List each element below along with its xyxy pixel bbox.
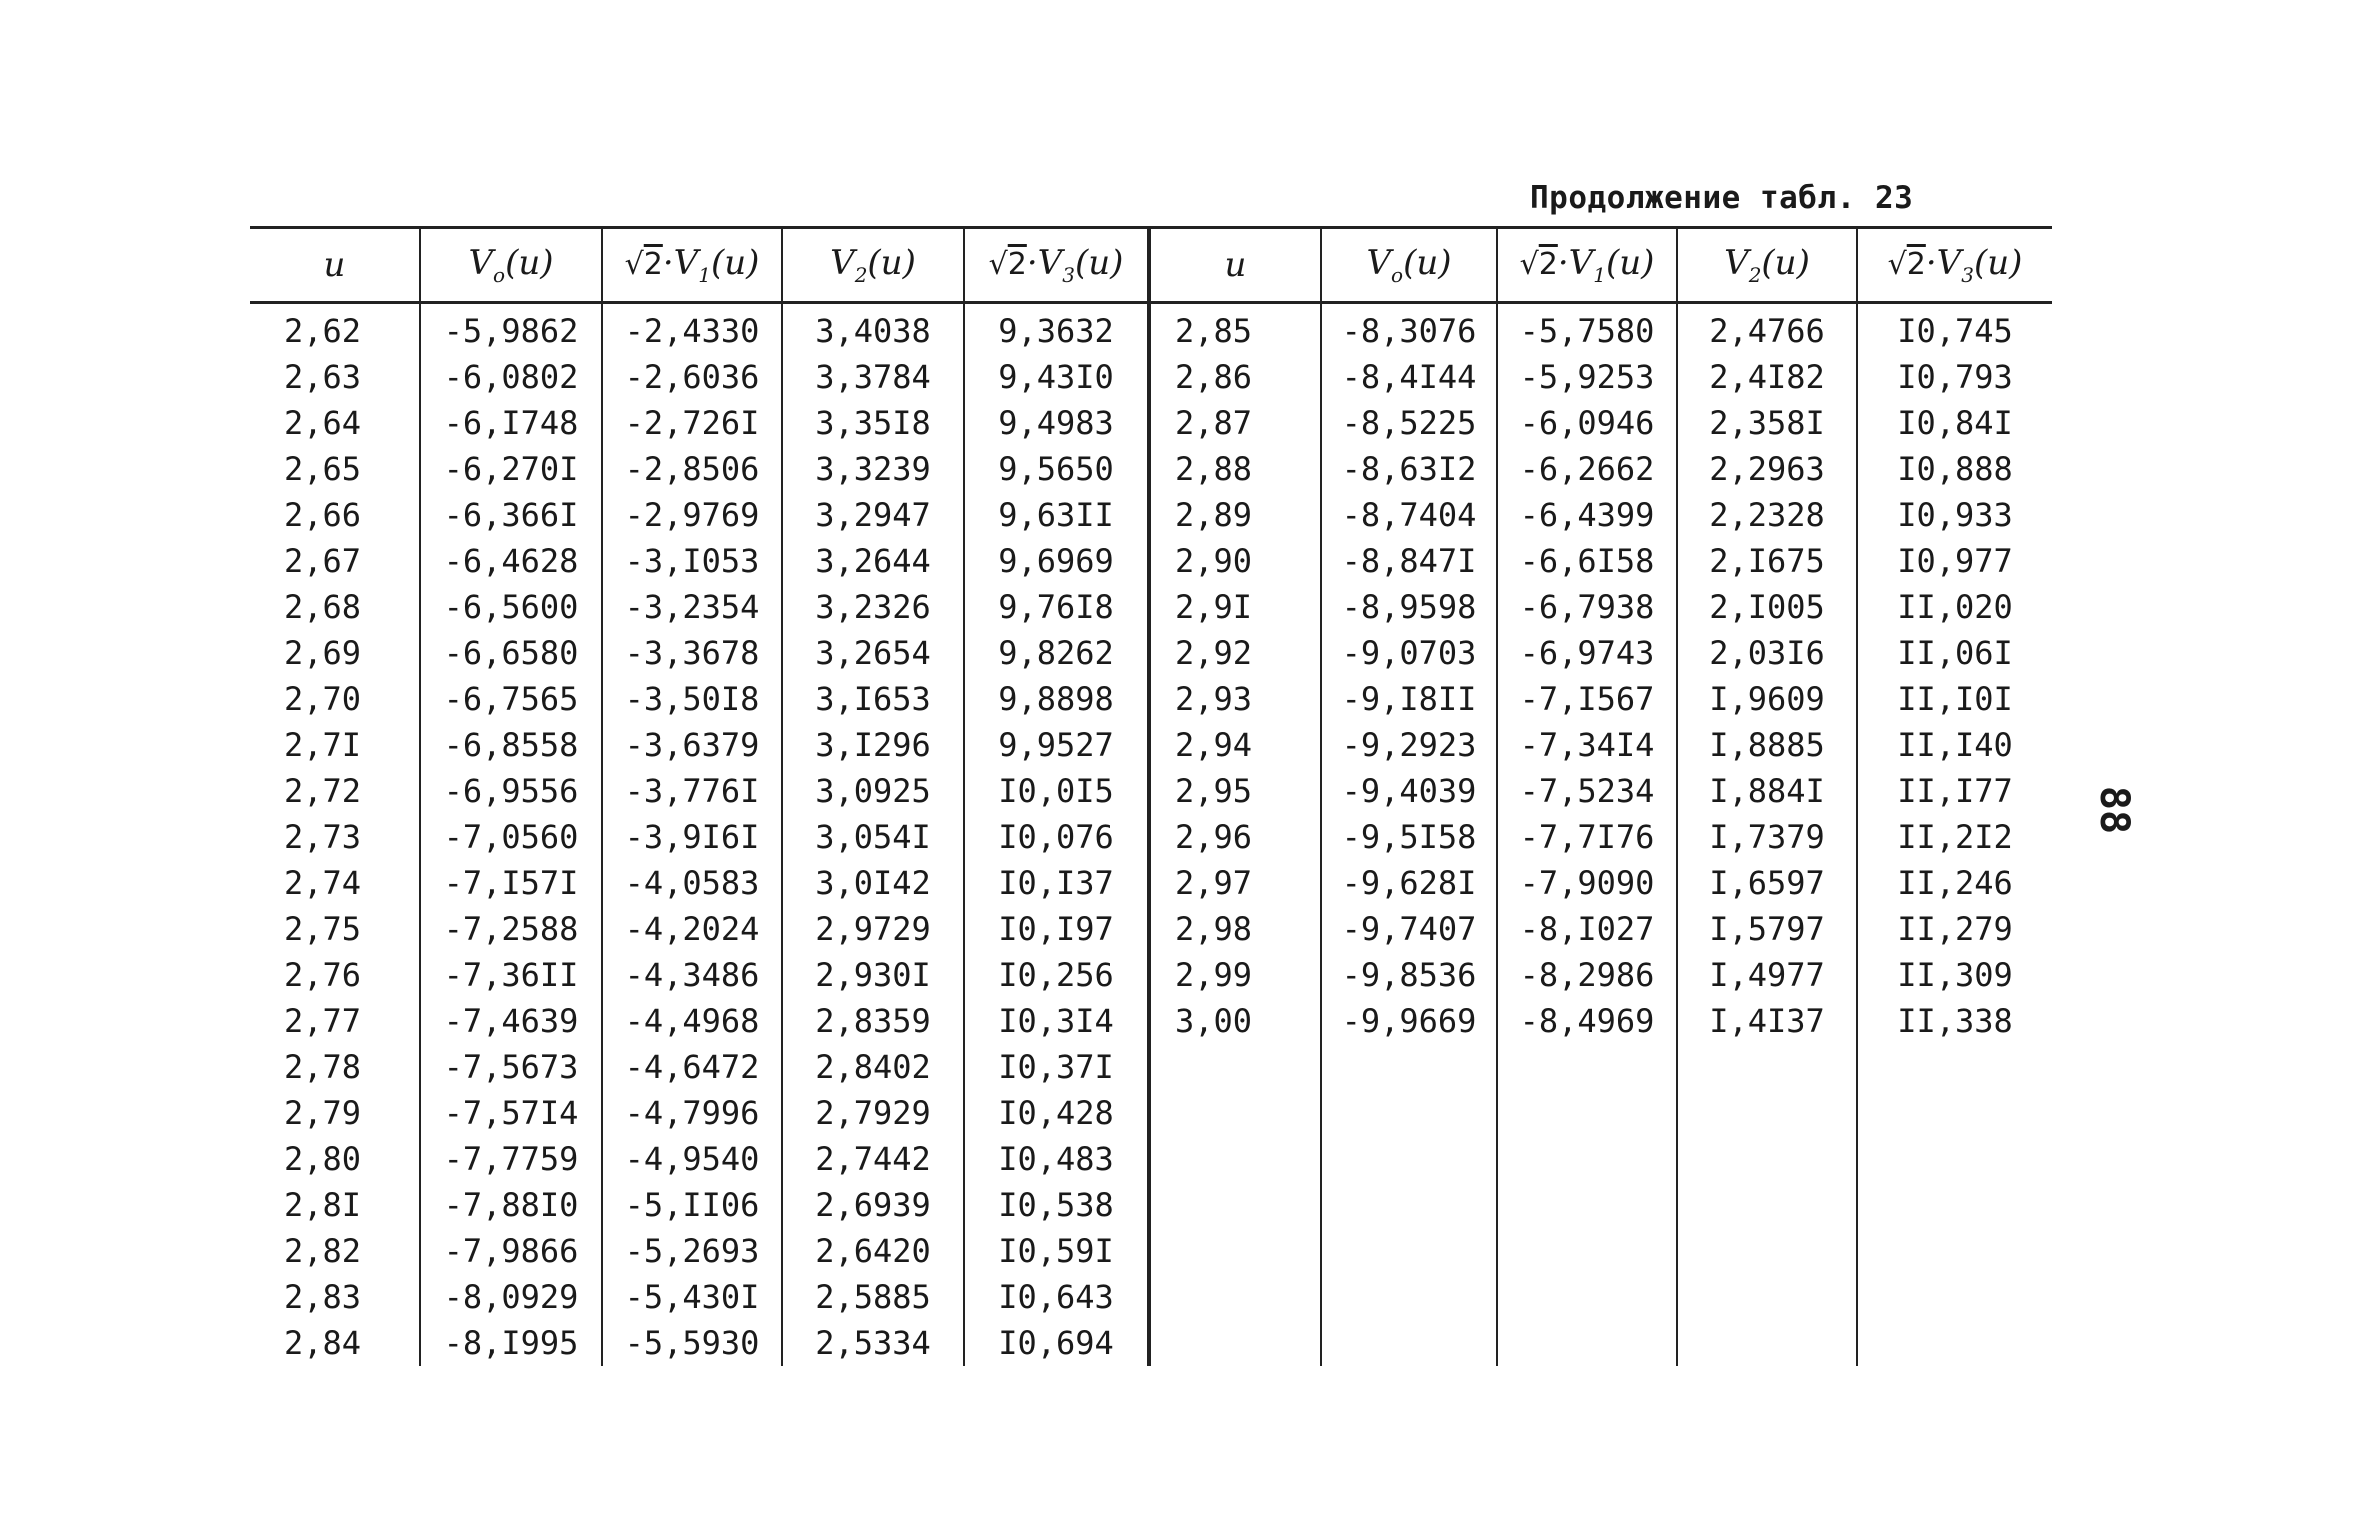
right-cell-v3 — [1857, 1090, 2052, 1136]
right-cell-v1: -6,4399 — [1497, 492, 1677, 538]
left-cell-v3: I0,I37 — [964, 860, 1149, 906]
right-cell-u: 2,88 — [1149, 446, 1321, 492]
right-cell-v3: II,I77 — [1857, 768, 2052, 814]
right-cell-v0 — [1321, 1044, 1497, 1090]
left-cell-v2: 2,5334 — [782, 1320, 964, 1366]
left-cell-v1: -5,430I — [602, 1274, 782, 1320]
right-cell-v0: -9,7407 — [1321, 906, 1497, 952]
table-row — [250, 1090, 2052, 1136]
right-cell-u: 2,98 — [1149, 906, 1321, 952]
right-cell-u: 3,00 — [1149, 998, 1321, 1044]
right-cell-v1: -8,2986 — [1497, 952, 1677, 998]
right-cell-v2: 2,4766 — [1677, 303, 1857, 355]
table-row — [250, 722, 2052, 768]
table-row — [250, 492, 2052, 538]
left-cell-v1: -4,0583 — [602, 860, 782, 906]
left-cell-v2: 3,4038 — [782, 303, 964, 355]
right-cell-u: 2,86 — [1149, 354, 1321, 400]
header-row — [250, 228, 2052, 303]
right-cell-u: 2,89 — [1149, 492, 1321, 538]
right-cell-v0: -9,5I58 — [1321, 814, 1497, 860]
right-cell-u: 2,85 — [1149, 303, 1321, 355]
right-cell-u: 2,96 — [1149, 814, 1321, 860]
right-cell-v2 — [1677, 1274, 1857, 1320]
right-cell-v2 — [1677, 1044, 1857, 1090]
left-cell-u: 2,80 — [284, 1140, 362, 1178]
right-cell-v0 — [1321, 1136, 1497, 1182]
left-cell-u: 2,67 — [284, 542, 362, 580]
left-cell-v3: 9,8262 — [964, 630, 1149, 676]
left-cell-u: 2,66 — [284, 496, 362, 534]
left-cell-v1: -5,2693 — [602, 1228, 782, 1274]
left-cell-v0: -6,4628 — [420, 538, 602, 584]
left-cell-v2: 3,0I42 — [782, 860, 964, 906]
right-cell-v0 — [1321, 1320, 1497, 1366]
right-cell-u: 2,87 — [1149, 400, 1321, 446]
left-cell-v1: -5,5930 — [602, 1320, 782, 1366]
right-cell-v2 — [1677, 1090, 1857, 1136]
left-cell-u: 2,62 — [284, 312, 362, 350]
table-row — [250, 814, 2052, 860]
header-u-left: u — [250, 228, 420, 303]
right-cell-v0: -8,847I — [1321, 538, 1497, 584]
right-cell-v0: -9,0703 — [1321, 630, 1497, 676]
left-cell-v2: 3,054I — [782, 814, 964, 860]
table-row — [250, 1182, 2052, 1228]
right-cell-v1 — [1497, 1090, 1677, 1136]
table-row — [250, 303, 2052, 355]
right-cell-v3 — [1857, 1136, 2052, 1182]
right-cell-v1: -7,34I4 — [1497, 722, 1677, 768]
right-cell-v0: -8,9598 — [1321, 584, 1497, 630]
left-cell-v0: -8,I995 — [420, 1320, 602, 1366]
right-cell-u — [1149, 1136, 1321, 1182]
right-cell-u — [1149, 1090, 1321, 1136]
left-cell-v3: I0,59I — [964, 1228, 1149, 1274]
right-cell-v2: 2,2963 — [1677, 446, 1857, 492]
header-u-right: u — [1149, 228, 1321, 303]
left-cell-u: 2,82 — [284, 1232, 362, 1270]
right-cell-v3 — [1857, 1044, 2052, 1090]
table-row — [250, 676, 2052, 722]
right-cell-v0 — [1321, 1182, 1497, 1228]
right-cell-v2: I,4977 — [1677, 952, 1857, 998]
right-cell-v2: 2,2328 — [1677, 492, 1857, 538]
left-cell-v1: -4,9540 — [602, 1136, 782, 1182]
right-cell-v0: -9,2923 — [1321, 722, 1497, 768]
right-cell-v0 — [1321, 1274, 1497, 1320]
right-cell-v2: 2,03I6 — [1677, 630, 1857, 676]
left-cell-v3: 9,43I0 — [964, 354, 1149, 400]
left-cell-v0: -6,270I — [420, 446, 602, 492]
right-cell-v2: I,7379 — [1677, 814, 1857, 860]
right-cell-v2 — [1677, 1320, 1857, 1366]
right-cell-v3: II,020 — [1857, 584, 2052, 630]
left-cell-v2: 3,I296 — [782, 722, 964, 768]
right-cell-v2 — [1677, 1228, 1857, 1274]
left-cell-v2: 3,35I8 — [782, 400, 964, 446]
left-cell-v3: 9,76I8 — [964, 584, 1149, 630]
right-cell-v3 — [1857, 1182, 2052, 1228]
table-row — [250, 768, 2052, 814]
left-cell-v0: -7,57I4 — [420, 1090, 602, 1136]
right-cell-v0: -8,5225 — [1321, 400, 1497, 446]
left-cell-v0: -7,4639 — [420, 998, 602, 1044]
left-cell-v0: -6,I748 — [420, 400, 602, 446]
left-cell-v0: -6,9556 — [420, 768, 602, 814]
left-cell-v2: 2,5885 — [782, 1274, 964, 1320]
left-cell-v1: -4,6472 — [602, 1044, 782, 1090]
right-cell-v3 — [1857, 1320, 2052, 1366]
left-cell-v0: -6,5600 — [420, 584, 602, 630]
right-cell-v1: -7,5234 — [1497, 768, 1677, 814]
right-cell-v3: II,2I2 — [1857, 814, 2052, 860]
right-cell-v3: II,I0I — [1857, 676, 2052, 722]
left-cell-v2: 3,2326 — [782, 584, 964, 630]
right-cell-v2: 2,I005 — [1677, 584, 1857, 630]
left-cell-v2: 3,I653 — [782, 676, 964, 722]
header-v3-left: $√2\cdot V_3(u)$ — [964, 228, 1149, 303]
table-row — [250, 630, 2052, 676]
right-cell-v1: -8,4969 — [1497, 998, 1677, 1044]
left-cell-v1: -2,8506 — [602, 446, 782, 492]
left-cell-v3: I0,428 — [964, 1090, 1149, 1136]
header-v1-right: $√2\cdot V_1(u)$ — [1497, 228, 1677, 303]
left-cell-v3: I0,3I4 — [964, 998, 1149, 1044]
left-cell-v3: 9,5650 — [964, 446, 1149, 492]
right-cell-u: 2,9I — [1149, 584, 1321, 630]
right-cell-v2 — [1677, 1182, 1857, 1228]
left-cell-v3: 9,8898 — [964, 676, 1149, 722]
left-cell-v0: -6,7565 — [420, 676, 602, 722]
right-cell-v2: I,4I37 — [1677, 998, 1857, 1044]
left-cell-v2: 2,8402 — [782, 1044, 964, 1090]
left-cell-v3: I0,37I — [964, 1044, 1149, 1090]
left-cell-v1: -4,3486 — [602, 952, 782, 998]
right-cell-v2: I,5797 — [1677, 906, 1857, 952]
left-cell-v1: -4,7996 — [602, 1090, 782, 1136]
left-cell-v3: 9,63II — [964, 492, 1149, 538]
table-row — [250, 1228, 2052, 1274]
left-cell-v0: -7,9866 — [420, 1228, 602, 1274]
table-row — [250, 354, 2052, 400]
left-cell-u: 2,64 — [284, 404, 362, 442]
right-cell-u — [1149, 1274, 1321, 1320]
header-v2-left: $V_2(u)$ — [782, 228, 964, 303]
right-cell-u — [1149, 1228, 1321, 1274]
right-cell-u — [1149, 1320, 1321, 1366]
right-cell-v1: -6,7938 — [1497, 584, 1677, 630]
right-cell-u: 2,93 — [1149, 676, 1321, 722]
left-cell-u: 2,78 — [284, 1048, 362, 1086]
header-v2-right: $V_2(u)$ — [1677, 228, 1857, 303]
right-cell-v0: -9,4039 — [1321, 768, 1497, 814]
left-cell-u: 2,8I — [284, 1186, 362, 1224]
table-caption: Продолжение табл. 23 — [1530, 180, 1914, 216]
header-v1-left: $√2\cdot V_1(u)$ — [602, 228, 782, 303]
right-cell-v1: -7,I567 — [1497, 676, 1677, 722]
table-row — [250, 1320, 2052, 1366]
left-cell-u: 2,69 — [284, 634, 362, 672]
right-cell-v2: 2,358I — [1677, 400, 1857, 446]
left-cell-v3: 9,4983 — [964, 400, 1149, 446]
left-cell-v0: -7,5673 — [420, 1044, 602, 1090]
left-cell-u: 2,72 — [284, 772, 362, 810]
left-cell-v0: -7,7759 — [420, 1136, 602, 1182]
right-cell-v3: I0,933 — [1857, 492, 2052, 538]
left-cell-v1: -3,2354 — [602, 584, 782, 630]
right-cell-v1 — [1497, 1044, 1677, 1090]
left-cell-v3: I0,256 — [964, 952, 1149, 998]
left-cell-u: 2,75 — [284, 910, 362, 948]
left-cell-u: 2,7I — [284, 726, 362, 764]
right-cell-v3: I0,793 — [1857, 354, 2052, 400]
right-cell-u: 2,92 — [1149, 630, 1321, 676]
right-cell-v2 — [1677, 1136, 1857, 1182]
left-cell-v3: I0,538 — [964, 1182, 1149, 1228]
right-cell-u — [1149, 1044, 1321, 1090]
left-cell-v2: 3,2947 — [782, 492, 964, 538]
right-cell-u: 2,95 — [1149, 768, 1321, 814]
right-cell-u: 2,94 — [1149, 722, 1321, 768]
left-cell-v3: I0,I97 — [964, 906, 1149, 952]
left-cell-v0: -7,88I0 — [420, 1182, 602, 1228]
left-cell-v3: I0,694 — [964, 1320, 1149, 1366]
right-cell-v1: -7,9090 — [1497, 860, 1677, 906]
left-cell-v3: 9,6969 — [964, 538, 1149, 584]
left-cell-u: 2,79 — [284, 1094, 362, 1132]
left-cell-v1: -4,4968 — [602, 998, 782, 1044]
left-cell-v2: 3,0925 — [782, 768, 964, 814]
left-cell-v2: 3,2654 — [782, 630, 964, 676]
left-cell-v2: 2,9729 — [782, 906, 964, 952]
left-cell-v0: -7,I57I — [420, 860, 602, 906]
left-cell-u: 2,70 — [284, 680, 362, 718]
right-cell-v3 — [1857, 1274, 2052, 1320]
left-cell-v3: 9,9527 — [964, 722, 1149, 768]
right-cell-v3: I0,84I — [1857, 400, 2052, 446]
right-cell-v2: 2,4I82 — [1677, 354, 1857, 400]
left-cell-v1: -3,I053 — [602, 538, 782, 584]
left-cell-v1: -3,50I8 — [602, 676, 782, 722]
right-cell-v3: II,309 — [1857, 952, 2052, 998]
left-cell-v3: I0,643 — [964, 1274, 1149, 1320]
left-cell-v1: -2,4330 — [602, 303, 782, 355]
left-cell-v2: 2,7929 — [782, 1090, 964, 1136]
right-cell-v0: -9,8536 — [1321, 952, 1497, 998]
left-cell-u: 2,65 — [284, 450, 362, 488]
left-cell-u: 2,63 — [284, 358, 362, 396]
right-cell-v0: -9,I8II — [1321, 676, 1497, 722]
table-row — [250, 538, 2052, 584]
left-cell-v2: 3,3784 — [782, 354, 964, 400]
right-cell-v0 — [1321, 1228, 1497, 1274]
left-cell-u: 2,68 — [284, 588, 362, 626]
right-cell-u: 2,99 — [1149, 952, 1321, 998]
data-table — [250, 226, 2052, 1366]
right-cell-v0: -8,7404 — [1321, 492, 1497, 538]
right-cell-v1: -6,0946 — [1497, 400, 1677, 446]
right-cell-v2: I,8885 — [1677, 722, 1857, 768]
left-cell-v1: -2,6036 — [602, 354, 782, 400]
left-cell-v2: 3,3239 — [782, 446, 964, 492]
left-cell-u: 2,74 — [284, 864, 362, 902]
left-cell-v0: -8,0929 — [420, 1274, 602, 1320]
left-cell-v1: -3,9I6I — [602, 814, 782, 860]
right-cell-v0: -8,3076 — [1321, 303, 1497, 355]
left-cell-v2: 2,6939 — [782, 1182, 964, 1228]
right-cell-v1: -7,7I76 — [1497, 814, 1677, 860]
left-cell-v1: -3,6379 — [602, 722, 782, 768]
left-cell-v0: -7,2588 — [420, 906, 602, 952]
left-cell-v0: -6,366I — [420, 492, 602, 538]
table-row — [250, 952, 2052, 998]
left-cell-v0: -5,9862 — [420, 303, 602, 355]
right-cell-v3: I0,977 — [1857, 538, 2052, 584]
table-row — [250, 446, 2052, 492]
right-cell-v1 — [1497, 1320, 1677, 1366]
left-cell-v3: 9,3632 — [964, 303, 1149, 355]
right-cell-v3: II,338 — [1857, 998, 2052, 1044]
right-cell-u: 2,97 — [1149, 860, 1321, 906]
table-row — [250, 584, 2052, 630]
left-cell-v2: 2,7442 — [782, 1136, 964, 1182]
right-cell-v2: 2,I675 — [1677, 538, 1857, 584]
right-cell-u: 2,90 — [1149, 538, 1321, 584]
right-cell-v1: -8,I027 — [1497, 906, 1677, 952]
table-row — [250, 1136, 2052, 1182]
left-cell-v1: -4,2024 — [602, 906, 782, 952]
left-cell-v0: -6,6580 — [420, 630, 602, 676]
left-cell-u: 2,76 — [284, 956, 362, 994]
left-cell-v2: 3,2644 — [782, 538, 964, 584]
right-cell-v1: -5,9253 — [1497, 354, 1677, 400]
header-v3-right: $√2\cdot V_3(u)$ — [1857, 228, 2052, 303]
right-cell-v2: I,884I — [1677, 768, 1857, 814]
right-cell-v3: I0,745 — [1857, 303, 2052, 355]
right-cell-u — [1149, 1182, 1321, 1228]
right-cell-v0: -9,628I — [1321, 860, 1497, 906]
left-cell-v1: -3,3678 — [602, 630, 782, 676]
right-cell-v0: -9,9669 — [1321, 998, 1497, 1044]
right-cell-v3 — [1857, 1228, 2052, 1274]
right-cell-v1 — [1497, 1228, 1677, 1274]
left-cell-v2: 2,8359 — [782, 998, 964, 1044]
right-cell-v1 — [1497, 1136, 1677, 1182]
left-cell-v2: 2,930I — [782, 952, 964, 998]
left-cell-v3: I0,483 — [964, 1136, 1149, 1182]
right-cell-v0: -8,63I2 — [1321, 446, 1497, 492]
left-cell-u: 2,77 — [284, 1002, 362, 1040]
left-cell-u: 2,73 — [284, 818, 362, 856]
right-cell-v3: II,06I — [1857, 630, 2052, 676]
left-cell-v3: I0,076 — [964, 814, 1149, 860]
table-row — [250, 860, 2052, 906]
table-row — [250, 1274, 2052, 1320]
table-row — [250, 1044, 2052, 1090]
right-cell-v0: -8,4I44 — [1321, 354, 1497, 400]
right-cell-v3: I0,888 — [1857, 446, 2052, 492]
right-cell-v2: I,6597 — [1677, 860, 1857, 906]
header-v0-left: $V_o(u)$ — [420, 228, 602, 303]
page-number: 88 — [2091, 785, 2138, 835]
left-cell-v0: -6,0802 — [420, 354, 602, 400]
left-cell-u: 2,84 — [284, 1324, 362, 1362]
right-cell-v2: I,9609 — [1677, 676, 1857, 722]
right-cell-v0 — [1321, 1090, 1497, 1136]
left-cell-v2: 2,6420 — [782, 1228, 964, 1274]
right-cell-v1: -5,7580 — [1497, 303, 1677, 355]
right-cell-v1: -6,9743 — [1497, 630, 1677, 676]
left-cell-v3: I0,0I5 — [964, 768, 1149, 814]
left-cell-v0: -7,0560 — [420, 814, 602, 860]
header-v0-right: $V_o(u)$ — [1321, 228, 1497, 303]
table-row — [250, 906, 2052, 952]
right-cell-v1 — [1497, 1182, 1677, 1228]
left-cell-v0: -7,36II — [420, 952, 602, 998]
table-row — [250, 400, 2052, 446]
left-cell-u: 2,83 — [284, 1278, 362, 1316]
right-cell-v1 — [1497, 1274, 1677, 1320]
right-cell-v3: II,279 — [1857, 906, 2052, 952]
right-cell-v1: -6,2662 — [1497, 446, 1677, 492]
left-cell-v1: -2,726I — [602, 400, 782, 446]
right-cell-v3: II,246 — [1857, 860, 2052, 906]
right-cell-v3: II,I40 — [1857, 722, 2052, 768]
right-cell-v1: -6,6I58 — [1497, 538, 1677, 584]
table-row — [250, 998, 2052, 1044]
left-cell-v1: -3,776I — [602, 768, 782, 814]
left-cell-v1: -2,9769 — [602, 492, 782, 538]
left-cell-v0: -6,8558 — [420, 722, 602, 768]
left-cell-v1: -5,II06 — [602, 1182, 782, 1228]
